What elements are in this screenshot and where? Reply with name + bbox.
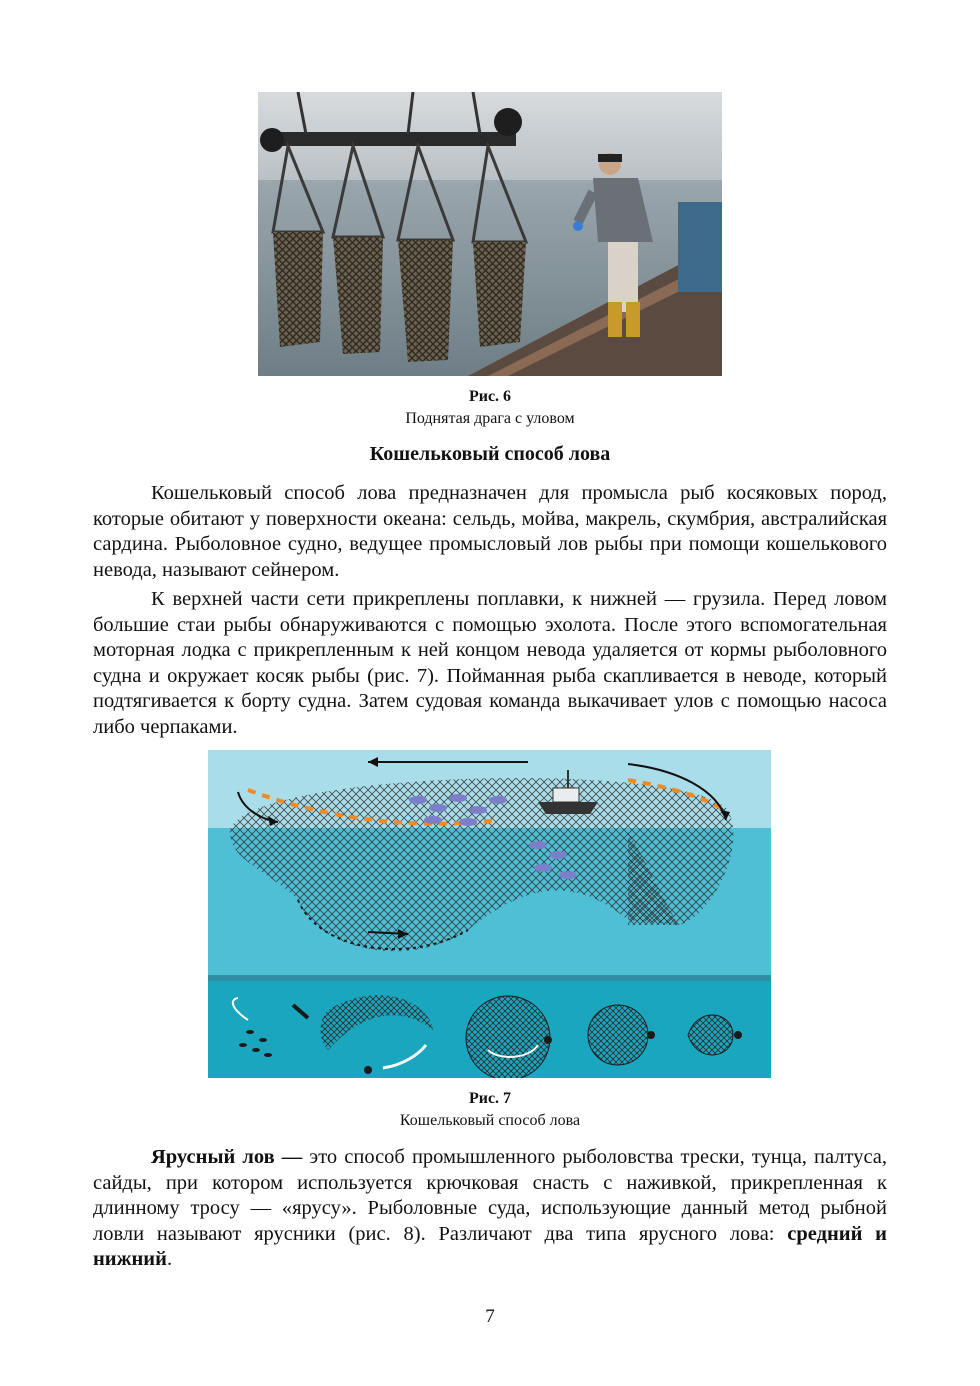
page-number: 7 <box>485 1306 495 1327</box>
longline-types: средний и нижний <box>93 1222 887 1270</box>
longline-text: это способ промышленного рыболовства трески, тунца, палтуса, сайды, при котором используется крючковая снасть с наживкой, прикрепленная к длинному тросу — «ярусу». Рыболовные суда, использующие данный метод рыбной ловли называют ярусники (рис. 8). Различают два типа ярусного лова: <box>93 1146 888 1245</box>
paragraph-longline <box>93 1145 887 1273</box>
longline-end: . <box>166 1248 173 1270</box>
figure-6-caption: Поднятая драга с уловом <box>405 410 575 427</box>
purse-seine-diagram <box>208 750 771 1078</box>
figure-7-caption: Кошельковый способ лова <box>399 1112 581 1129</box>
paragraph-purse-seine-process: К верхней части сети прикреплены поплавки, к нижней — грузила. Перед ловом большие стаи рыбы обнаруживаются с помощью эхолота. После этого вспомогательная моторная лодка с прикрепленным к ней концом невода удаляется от кормы рыболовного судна и окружает косяк рыбы (рис. 7). Пойманная рыба скапливается в неводе, который подтягивается к борту судна. Затем судовая команда выкачивает улов с помощью насоса либо черпаками. <box>93 588 887 738</box>
figure-7-label: Рис. 7 <box>468 1090 512 1107</box>
longline-term: Ярусный лов — <box>151 1146 303 1168</box>
figure-6-label: Рис. 6 <box>468 388 512 405</box>
dredge-photo <box>258 92 722 376</box>
section-title: Кошельковый способ лова <box>369 443 611 465</box>
paragraph-purse-seine-intro: Кошельковый способ лова предназначен для промысла рыб косяковых пород, которые обитают у поверхности океана: сельдь, мойва, макрель, скумбрия, австралийская сардина. Рыболовное судно, ведущее промысловый лов рыбы при помощи кошелькового невода, называют сейнером. <box>93 482 887 581</box>
